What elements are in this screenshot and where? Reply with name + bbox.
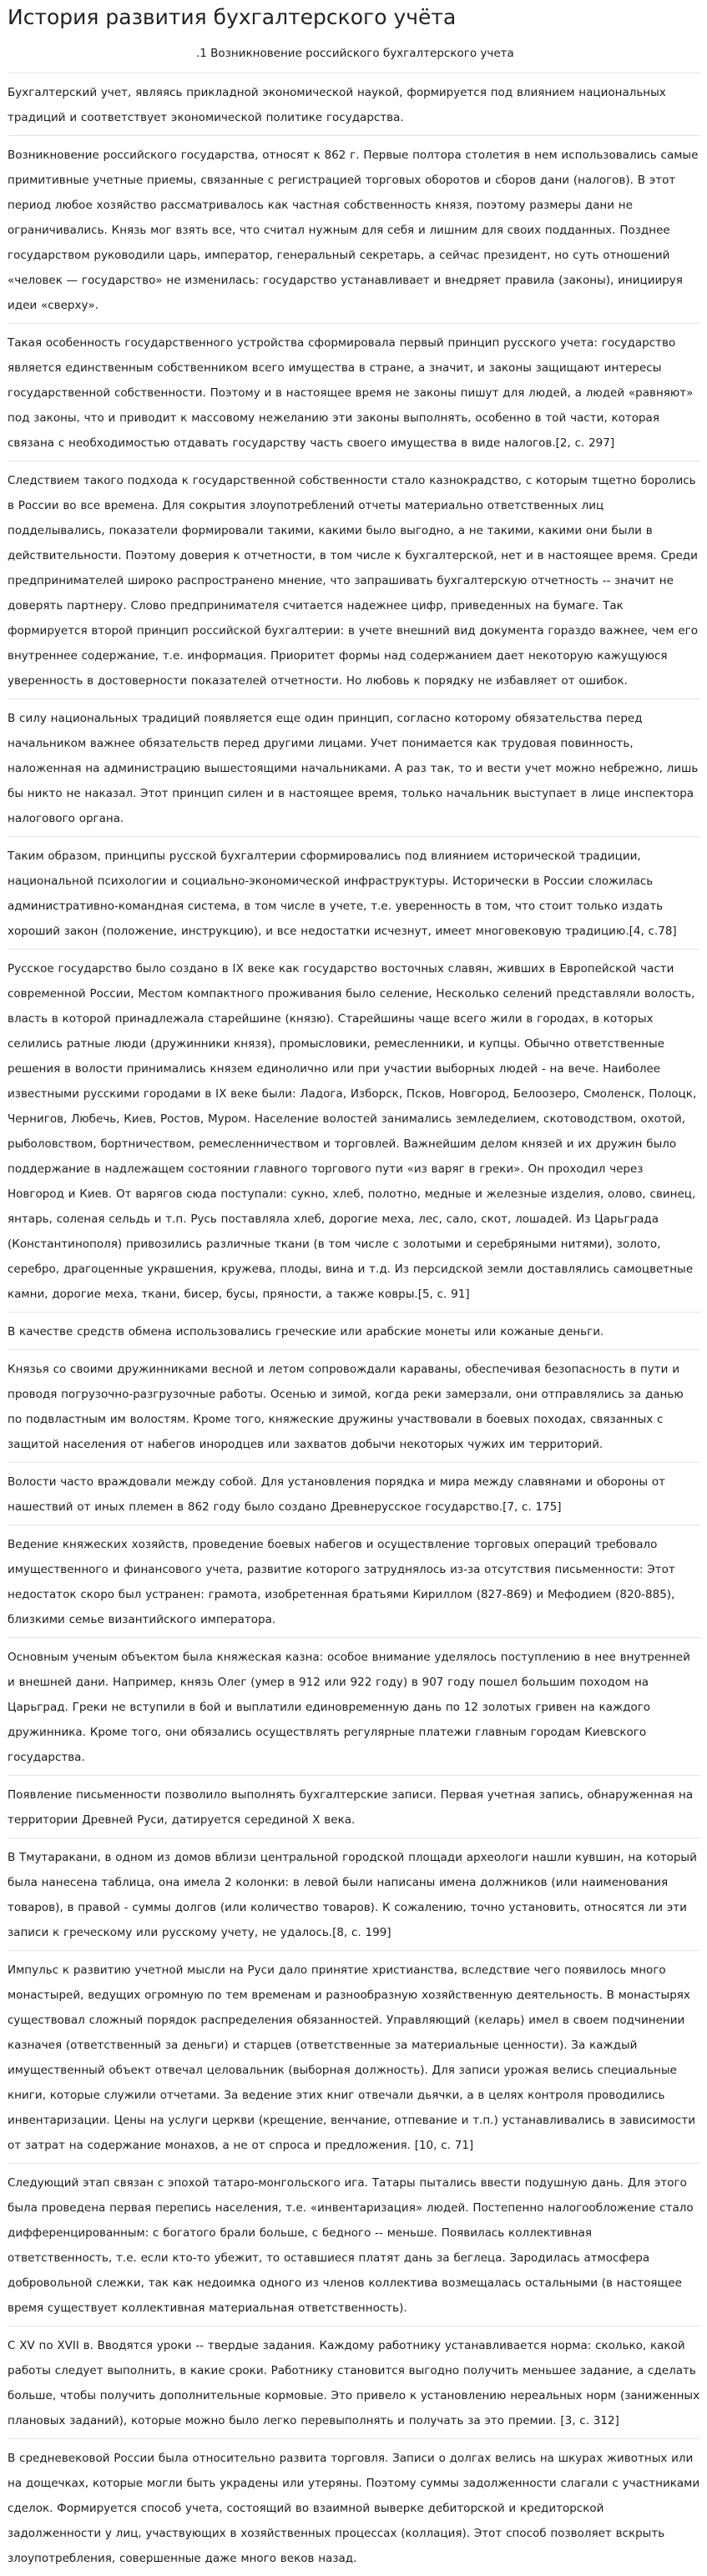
paragraph-block — [8, 698, 700, 836]
paragraph-text: С XV по XVII в. Вводятся уроки -- твердые задания. Каждому работнику устанавливается норма: сколько, какой работы следует выполнить, в какие сроки. Работнику становится выгодно получить меньшее задание, а сделать больше, чтобы получить дополнительные кормовые. Это привело к установлению нереальных норм (заниженных плановых заданий), которые можно было легко перевыполнять и получать за это премии. [3, с. 312] — [8, 2339, 700, 2427]
paragraph-text: В силу национальных традиций появляется еще один принцип, согласно которому обязательства перед начальником важнее обязательств перед другими лицами. Учет понимается как трудовая повинность, наложенная на администрацию вышестоящими начальниками. А раз так, то и вести учет можно небрежно, лишь бы никто не наказал. Этот принцип силен и в настоящее время, только начальник выступает в лице инспектора налогового органа. — [8, 712, 699, 825]
paragraph-text: Князья со своими дружинниками весной и летом сопровождали караваны, обеспечивая безопасность в пути и проводя погрузочно-разгрузочные работы. Осенью и зимой, когда реки замерзали, они отправлялись за данью по подвластным им волостям. Кроме того, княжеские дружины участвовали в боевых походах, связанных с защитой населения от набегов инородцев или захватов добычи некоторых чужих им территорий. — [8, 1363, 684, 1451]
paragraph-text: Ведение княжеских хозяйств, проведение боевых набегов и осуществление торговых операций требовало имущественного и финансового учета, развитие которого затруднялось из-за отсутствия письменности: Этот недостаток скоро был устранен: грамота, изобретенная братьями Кириллом (827-869) и Мефодием (820-885), близкими семье византийского императора. — [8, 1538, 675, 1626]
paragraph-block — [8, 461, 700, 698]
paragraph-block — [8, 73, 700, 135]
paragraph-block — [8, 1775, 700, 1837]
paragraph-block — [8, 1525, 700, 1637]
paragraph-block — [8, 1950, 700, 2163]
paragraph-text: Следствием такого подхода к государственной собственности стало казнокрадство, с которым тщетно боролись в России во все времена. Для сокрытия злоупотреблений отчеты материально ответственных лиц подделывались, показатели формировали такими, какими было выгодно, а не такими, какими они были в действительности. Поэтому доверия к отчетности, в том числе к бухгалтерской, нет и в настоящее время. Среди предпринимателей широко распространено мнение, что запрашивать бухгалтерскую отчетность -- значит не доверять партнеру. Слово предпринимателя считается надежнее цифр, приведенных на бумаге. Так формируется второй принцип российской бухгалтерии: в учете внешний вид документа гораздо важнее, чем его внутреннее содержание, т.е. информация. Приоритет формы над содержанием дает некоторую кажущуюся уверенность в достоверности показателей отчетности. Но любовь к порядку не избавляет от ошибок. — [8, 474, 698, 688]
paragraph-block — [8, 1312, 700, 1349]
paragraph-text: Волости часто враждовали между собой. Для установления порядка и мира между славянами и обороны от нашествий от иных племен в 862 году было создано Древнерусское государство.[7, с. 175] — [8, 1475, 665, 1514]
paragraph-block — [8, 1837, 700, 1950]
paragraph-text: Основным ученым объектом была княжеская казна: особое внимание уделялось поступлению в нее внутренней и внешней дани. Например, князь Олег (умер в 912 или 922 году) в 907 году пошел большим походом на Царьград. Греки не вступили в бой и выплатили единовременную дань по 12 золотых гривен на каждого дружинника. Кроме того, они обязались осуществлять регулярные платежи главным городам Киевского государства. — [8, 1651, 690, 1764]
section-subtitle: .1 Возникновение российского бухгалтерского учета — [196, 47, 514, 60]
paragraph-text: Бухгалтерский учет, являясь прикладной экономической наукой, формируется под влиянием национальных традиций и соответствует экономической политике государства. — [8, 86, 666, 124]
paragraph-block — [8, 949, 700, 1312]
paragraph-text: Русское государство было создано в IX веке как государство восточных славян, живших в Европейской части современной России, Местом компактного проживания было селение, Несколько селений представляли волость, власть в которой принадлежала старейшине (князю). Старейшины чаще всего жили в городах, в которых селились ратные люди (дружинники князя), промысловики, ремесленники, и купцы. Обычно ответственные решения в волости принимались князем единолично или при участии выборных людей - на вече. Наиболее известными русскими городами в IX веке были: Ладога, Изборск, Псков, Новгород, Белоозеро, Смоленск, Полоцк, Чернигов, Любечь, Киев, Ростов, Муром. Население волостей занимались земледелием, скотоводством, охотой, рыболовством, бортничеством, ремесленничеством и торговлей. Важнейшим делом князей и их дружин было поддержание в надлежащем состоянии главного торгового пути «из варяг в греки». Он проходил через Новгород и Киев. От варягов сюда поступали: сукно, хлеб, полотно, медные и железные изделия, олово, свинец, янтарь, соленая сельдь и т.п. Русь поставляла хлеб, дорогие меха, лес, сало, скот, лошадей. Из Царьграда (Константинополя) привозились различные ткани (в том числе с золотыми и серебряными нитями), золото, серебро, драгоценные украшения, кружева, плоды, вина и т.д. Из персидской земли доставлялись самоцветные камни, дорогие меха, ткани, бисер, бусы, пряности, а также ковры.[5, с. 91] — [8, 962, 697, 1301]
paragraph-block — [8, 323, 700, 461]
paragraph-text: Импульс к развитию учетной мысли на Руси дало принятие христианства, вследствие чего появилось много монастырей, ведущих огромную по тем временам и разнообразную хозяйственную деятельность. В монастырях существовал сложный порядок распределения обязанностей. Управляющий (келарь) имел в своем подчинении казначея (ответственный за деньги) и старцев (ответственные за материальные ценности). За каждый имущественный объект отвечал целовальник (выборная должность). Для записи урожая велись специальные книги, которые служили отчетами. За ведение этих книг отвечали дьячки, а в целях контроля проводились инвентаризации. Цены на услуги церкви (крещение, венчание, отпевание и т.п.) устанавливались в зависимости от затрат на содержание монахов, а не от спроса и предложения. [10, с. 71] — [8, 1964, 695, 2152]
paragraph-text: Появление письменности позволило выполнять бухгалтерские записи. Первая учетная запись, обнаруженная на территории Древней Руси, датируется серединой X века. — [8, 1788, 694, 1827]
paragraph-text: В Тмутаракани, в одном из домов вблизи центральной городской площади археологи нашли кувшин, на который была нанесена таблица, она имела 2 колонки: в левой были написаны имена должников (или наименования товаров), в правой - суммы долгов (или количество товаров). К сожалению, точно установить, относятся ли эти записи к греческому или русскому учету, не удалось.[8, с. 199] — [8, 1851, 697, 1939]
article-body — [8, 73, 700, 2576]
paragraph-text: В средневековой России была относительно развита торговля. Записи о долгах велись на шкурах животных или на дощечках, которые могли быть украдены или утеряны. Поэтому суммы задолженности слагали с участниками сделок. Формируется способ учета, состоящий во взаимной выверке дебиторской и кредиторской задолженности у лиц, участвующих в хозяйственных процессах (коллация). Этот способ позволяет вскрыть злоупотребления, совершенные даже много веков назад. — [8, 2452, 700, 2565]
paragraph-text: Следующий этап связан с эпохой татаро-монгольского ига. Татары пытались ввести подушную дань. Для этого была проведена первая перепись населения, т.е. «инвентаризация» людей. Постепенно налогообложение стало дифференцированным: с богатого брали больше, с бедного -- меньше. Появилась коллективная ответственность, т.е. если кто-то убежит, то оставшиеся платят дань за беглеца. Зародилась атмосфера добровольной слежки, так как недоимка одного из членов коллектива возмещалась остальными (в настоящее время существует коллективная материальная ответственность). — [8, 2176, 694, 2315]
paragraph-block — [8, 1462, 700, 1525]
paragraph-text: В качестве средств обмена использовались греческие или арабские монеты или кожаные деньги. — [8, 1325, 604, 1338]
paragraph-block — [8, 135, 700, 323]
paragraph-block — [8, 1349, 700, 1462]
paragraph-block — [8, 1637, 700, 1775]
page-title: История развития бухгалтерского учёта — [8, 5, 457, 29]
paragraph-text: Возникновение российского государства, относят к 862 г. Первые полтора столетия в нем использовались самые примитивные учетные приемы, связанные с регистрацией торговых оборотов и сборов дани (налогов). В этот период любое хозяйство рассматривалось как частная собственность князя, поэтому размеры дани не ограничивались. Князь мог взять все, что считал нужным для себя и лишним для своих подданных. Позднее государством руководили царь, император, генеральный секретарь, а сейчас президент, но суть отношений «человек — государство» не изменилась: государство устанавливает и внедряет правила (законы), инициируя идеи «сверху». — [8, 149, 699, 312]
paragraph-block — [8, 2163, 700, 2326]
paragraph-text: Таким образом, принципы русской бухгалтерии сформировались под влиянием исторической традиции, национальной психологии и социально-экономической инфраструктуры. Исторически в России сложилась административно-командная система, в том числе в учете, т.е. уверенность в том, что стоит только издать хороший закон (положение, инструкцию), и все недостатки исчезнут, имеет многовековую традицию.[4, с.78] — [8, 849, 677, 938]
paragraph-block — [8, 836, 700, 949]
paragraph-text: Такая особенность государственного устройства сформировала первый принцип русского учета: государство является единственным собственником всего имущества в стране, а значит, и законы защищают интересы государственной собственности. Поэтому и в настоящее время не законы пишут для людей, а людей «равняют» под законы, что и приводит к массовому нежеланию эти законы выполнять, особенно в той части, которая связана с необходимостью отдавать государству часть своего имущества в виде налогов.[2, с. 297] — [8, 336, 694, 450]
paragraph-block — [8, 2438, 700, 2576]
paragraph-block — [8, 2326, 700, 2438]
